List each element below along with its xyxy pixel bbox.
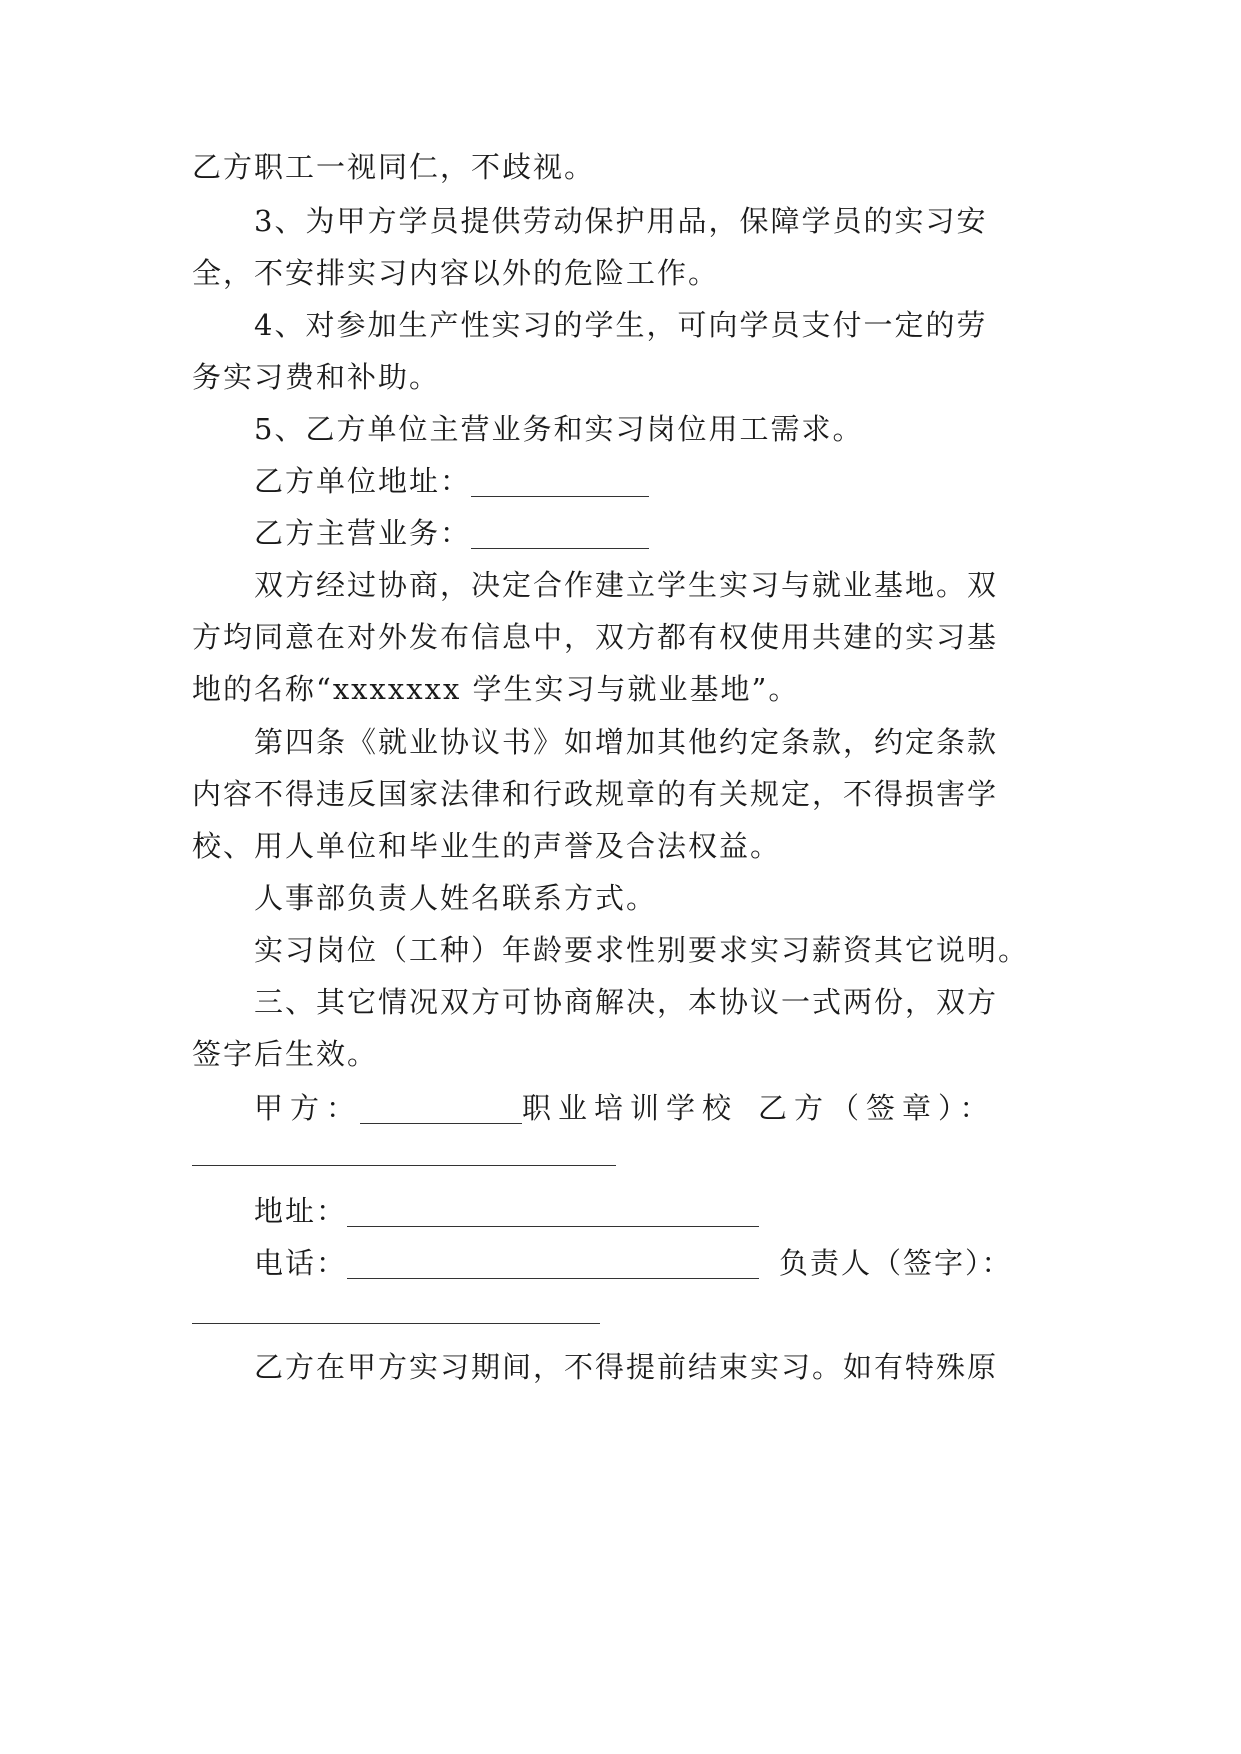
party-b-business-blank[interactable] [471,518,649,549]
address-row [254,1189,1052,1233]
clause-3-line-1: 3、为甲方学员提供劳动保护用品，保障学员的实习安 [254,204,988,238]
address-blank[interactable] [347,1196,759,1227]
clause-4-line-2: 务实习费和补助。 [192,360,441,394]
address-label: 地址： [254,1194,348,1228]
phone-blank[interactable] [347,1248,759,1279]
article-4-line-2: 内容不得违反国家法律和行政规章的有关规定，不得损害学 [192,777,999,811]
signature-party-row [254,1086,1052,1130]
clause-4-line-1: 4、对参加生产性实习的学生，可向学员支付一定的劳 [254,308,988,342]
phone-row [254,1241,1052,1285]
party-a-name-blank[interactable] [360,1093,522,1124]
party-a-label: 甲方： [254,1091,363,1125]
party-b-address-row [254,459,1052,503]
article-3-line-2: 签字后生效。 [192,1037,379,1071]
internship-term-line: 乙方在甲方实习期间，不得提前结束实习。如有特殊原 [254,1350,999,1384]
agreement-line-2: 方均同意在对外发布信息中，双方都有权使用共建的实习基 [192,620,999,654]
party-b-seal-label: 乙方（签章）： [758,1091,996,1125]
party-a-school-label: 职业培训学校 [522,1091,739,1125]
article-4-line-1: 第四条《就业协议书》如增加其他约定条款，约定条款 [254,725,999,759]
agreement-line-3: 地的名称“xxxxxxx 学生实习与就业基地”。 [192,672,800,706]
article-3-line-1: 三、其它情况双方可协商解决，本协议一式两份，双方 [254,985,999,1019]
article-4-line-3: 校、用人单位和毕业生的声誉及合法权益。 [192,829,782,863]
responsible-signature-blank[interactable] [192,1323,600,1324]
hr-contact-line: 人事部负责人姓名联系方式。 [254,881,658,915]
position-info-line: 实习岗位（工种）年龄要求性别要求实习薪资其它说明。 [254,933,1030,967]
responsible-person-label: 负责人（签字）： [779,1246,1013,1280]
party-b-seal-blank[interactable] [192,1165,616,1166]
party-b-address-blank[interactable] [471,466,649,497]
paragraph-line: 乙方职工一视同仁，不歧视。 [192,150,596,184]
party-b-address-label: 乙方单位地址： [254,464,472,498]
clause-5-line: 5、乙方单位主营业务和实习岗位用工需求。 [254,412,864,446]
party-b-business-row [254,511,1052,555]
agreement-line-1: 双方经过协商，决定合作建立学生实习与就业基地。双 [254,568,999,602]
clause-3-line-2: 全，不安排实习内容以外的危险工作。 [192,256,720,290]
phone-label: 电话： [254,1246,348,1280]
party-b-business-label: 乙方主营业务： [254,516,472,550]
